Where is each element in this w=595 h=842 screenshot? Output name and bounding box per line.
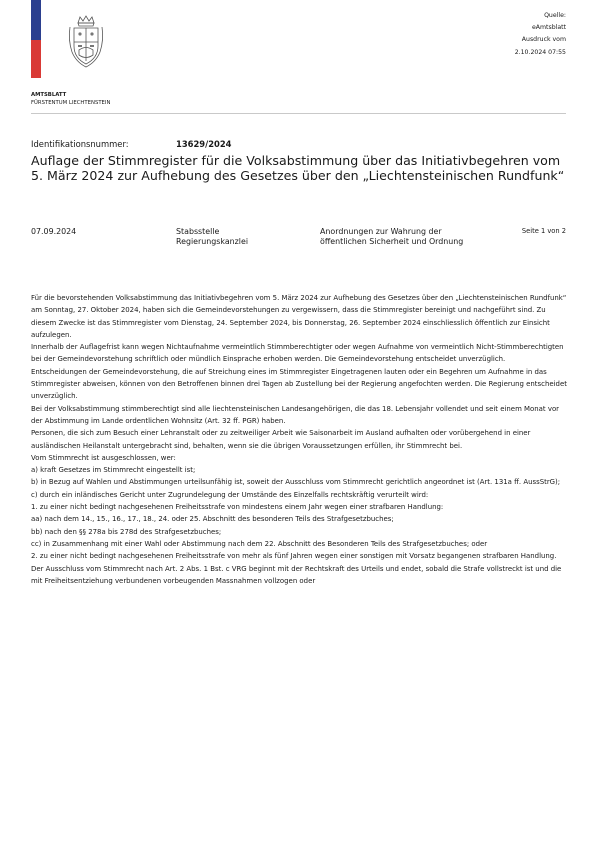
flag-red-band xyxy=(31,40,41,78)
brand-subtitle: FÜRSTENTUM LIECHTENSTEIN xyxy=(31,100,111,106)
body-paragraph: Innerhalb der Auflagefrist kann wegen Nichtaufnahme vermeintlich Stimmberechtigter oder wegen Aufnahme von vermeintlich Nicht-Stimmberechtigten bei der Gemeindevorstehung schriftlich oder mündlich Einsprache erhoben werden. Die Gemeindevorstehung entscheidet unverzüglich. xyxy=(31,343,564,364)
body-paragraph: Entscheidungen der Gemeindevorstehung, die auf Streichung eines im Stimmregister Eingetragenen lauten oder ein Begehren um Aufnahme in das Stimmregister abweisen, können von den Betroffenen binnen drei Tagen ab Zustellung bei der Regierung angefochten werden. Die Regierung entscheidet unverzüglich. xyxy=(31,367,567,401)
identification-label: Identifikationsnummer: xyxy=(31,139,129,149)
coat-of-arms-icon xyxy=(66,14,106,72)
publication-date: 07.09.2024 xyxy=(31,227,77,236)
body-paragraph: bb) nach den §§ 278a bis 278d des Strafgesetzbuches; xyxy=(31,527,222,536)
source-line: Ausdruck vom xyxy=(521,36,566,44)
body-paragraph: b) in Bezug auf Wahlen und Abstimmungen urteilsunfähig ist, soweit der Ausschluss vom Stimmrecht gerichtlich angeordnet ist (Art. 131a ff. AussStrG); xyxy=(31,478,561,487)
body-paragraph: Für die bevorstehenden Volksabstimmung das Initiativbegehren vom 5. März 2024 zur Aufhebung des Gesetzes über den „Liechtensteinischen Rundfunk“ am Sonntag, 27. Oktober 2024, haben sich die Gemeindevorstehungen zu vergewissern, dass die Stimmregister bereinigt und nachgeführt sind. Zu diesem Zwecke ist das Stimmregister vom Dienstag, 24. September 2024, bis Donnerstag, 26. September 2024 einschliesslich öffentlich zur Einsicht aufzulegen. xyxy=(31,294,567,339)
body-paragraph: aa) nach dem 14., 15., 16., 17., 18., 24. oder 25. Abschnitt des besonderen Teils des Strafgesetzbuches; xyxy=(31,515,394,524)
issuing-department: Stabsstelle Regierungskanzlei xyxy=(176,227,249,246)
body-paragraph: Personen, die sich zum Besuch einer Lehranstalt oder zu zeitweiliger Arbeit wie Saisonarbeit im Ausland aufhalten oder vorübergehend in einer ausländischen Heilanstalt untergebracht sind, behalten, wenn sie die übrigen Voraussetzungen erfüllen, ihr Stimmrecht bei. xyxy=(31,429,531,450)
document-title: Auflage der Stimmregister für die Volksabstimmung über das Initiativbegehren vom 5. März 2024 zur Aufhebung des Gesetzes über den „Liechtensteinischen Rundfunk“ xyxy=(31,153,565,183)
body-paragraph: 2. zu einer nicht bedingt nachgesehenen Freiheitsstrafe von mehr als fünf Jahren wegen einer sonstigen mit Vorsatz begangenen strafbaren Handlung. xyxy=(31,552,557,561)
body-paragraph: Bei der Volksabstimmung stimmberechtigt sind alle liechtensteinischen Landesangehörigen, die das 18. Lebensjahr vollendet und seit einem Monat vor der Abstimmung im Lande ordentlichen Wohnsitz (Art. 32 ff. PGR) haben. xyxy=(31,404,560,425)
body-paragraph: cc) in Zusammenhang mit einer Wahl oder Abstimmung nach dem 22. Abschnitt des Besonderen Teils des Strafgesetzbuches; oder xyxy=(31,539,488,548)
liechtenstein-flag-stripe xyxy=(31,0,41,78)
page-indicator: Seite 1 von 2 xyxy=(521,227,566,235)
header-divider xyxy=(31,113,566,114)
document-body xyxy=(31,292,567,587)
brand-title: AMTSBLATT xyxy=(31,92,67,98)
publisher-brand xyxy=(31,91,110,107)
source-info xyxy=(515,10,566,59)
body-paragraph: Der Ausschluss vom Stimmrecht nach Art. 2 Abs. 1 Bst. c VRG beginnt mit der Rechtskraft des Urteils und endet, sobald die Strafe vollstreckt ist und die mit Freiheitsentziehung verbundenen vorbeugenden Massnahmen vollzogen oder xyxy=(31,564,562,585)
source-line: Quelle: xyxy=(544,12,566,19)
flag-blue-band xyxy=(31,0,41,40)
body-paragraph: Vom Stimmrecht ist ausgeschlossen, wer: xyxy=(31,453,176,462)
identification-number: 13629/2024 xyxy=(176,139,232,149)
identification-row xyxy=(31,139,232,149)
body-paragraph: c) durch ein inländisches Gericht unter Zugrundelegung der Umstände des Einzelfalls rechtskräftig verurteilt wird: xyxy=(31,490,429,499)
source-line: 2.10.2024 07:55 xyxy=(514,48,566,56)
body-paragraph: 1. zu einer nicht bedingt nachgesehenen Freiheitsstrafe von mindestens einem Jahr wegen einer strafbaren Handlung: xyxy=(31,503,444,512)
source-line: eAmtsblatt xyxy=(531,24,566,32)
body-paragraph: a) kraft Gesetzes im Stimmrecht eingestellt ist; xyxy=(31,466,196,475)
document-category: Anordnungen zur Wahrung der öffentlichen Sicherheit und Ordnung xyxy=(320,227,464,246)
